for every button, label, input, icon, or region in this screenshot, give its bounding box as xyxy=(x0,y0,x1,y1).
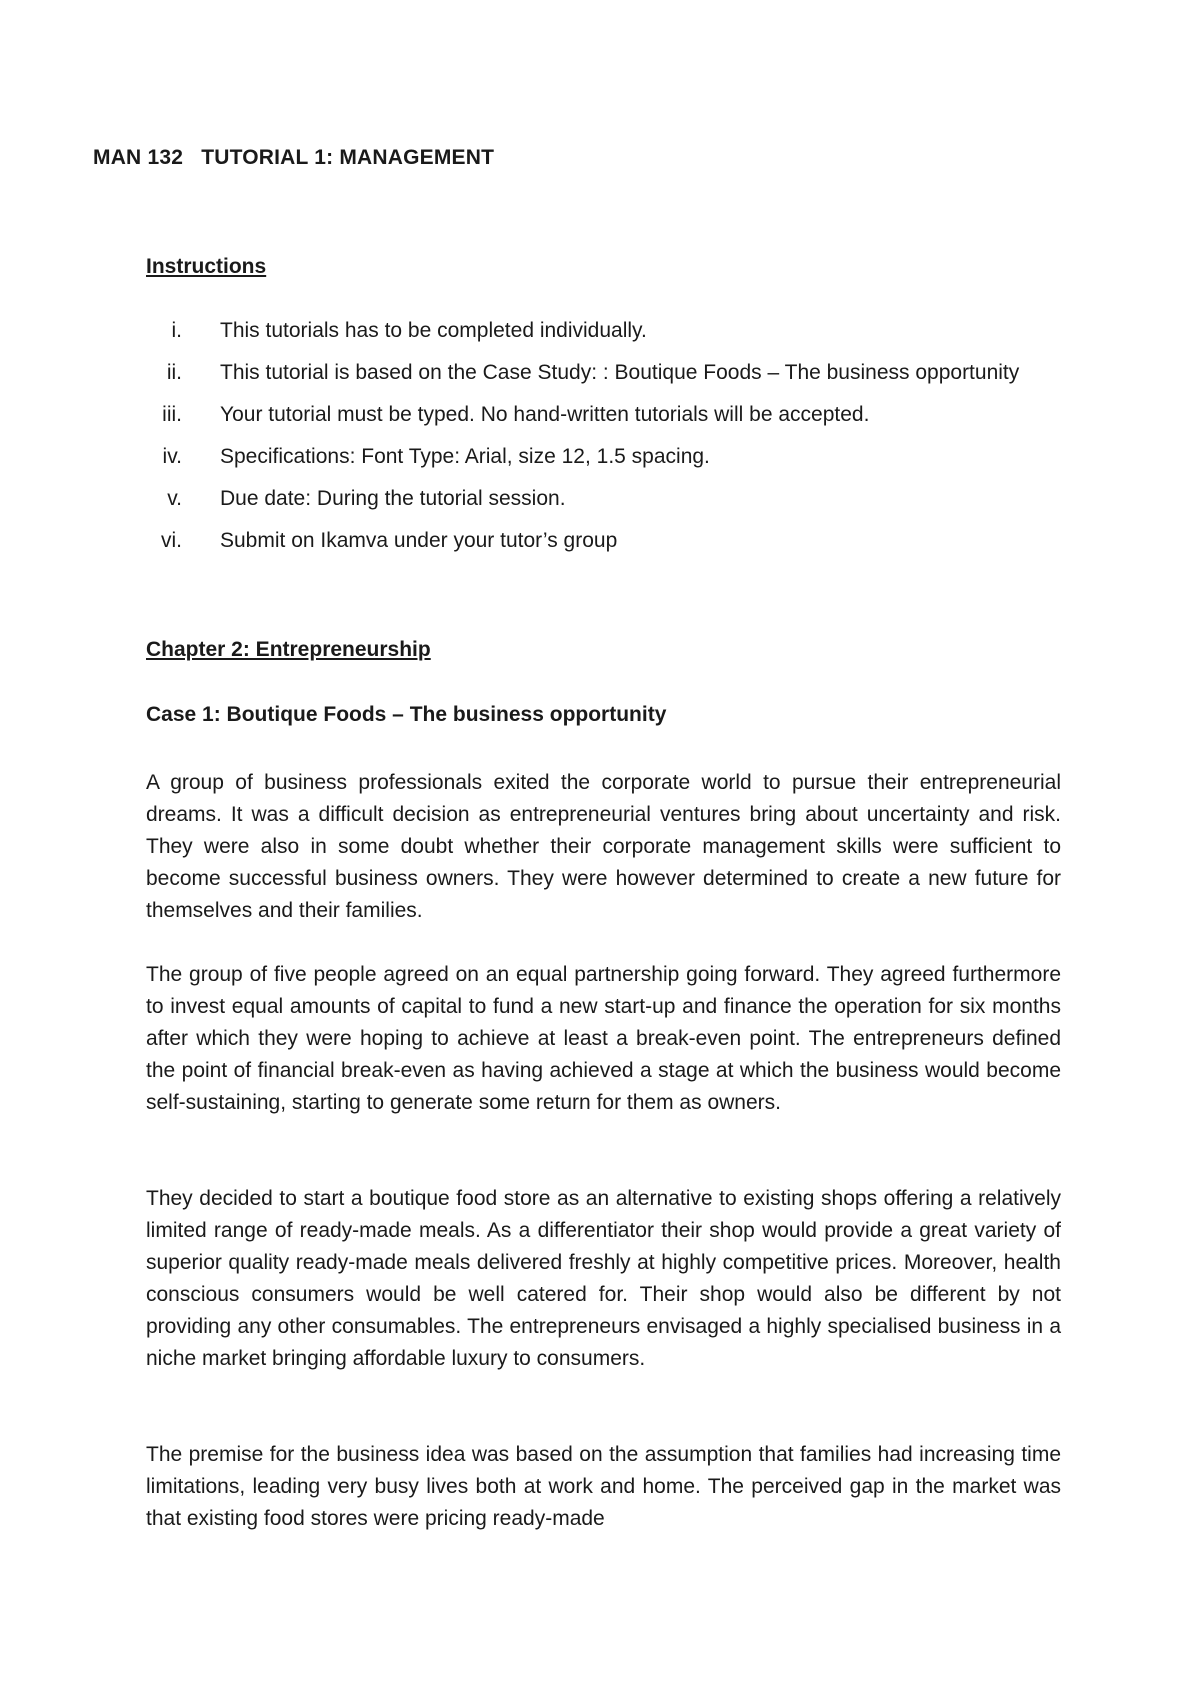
instructions-heading: Instructions xyxy=(146,255,267,278)
instruction-item xyxy=(146,478,1061,520)
instruction-item xyxy=(146,520,1061,562)
instruction-text: This tutorial is based on the Case Study: : Boutique Foods – The business opportunity xyxy=(220,361,1020,384)
instruction-text: Specifications: Font Type: Arial, size 12, 1.5 spacing. xyxy=(220,445,710,468)
case-paragraph: They decided to start a boutique food store as an alternative to existing shops offering a relatively limited range of ready-made meals. As a differentiator their shop would provide a great variety of superior quality ready-made meals delivered freshly at highly competitive prices. Moreover, health conscious consumers would be well catered for. Their shop would also be different by not providing any other consumables. The entrepreneurs envisaged a highly specialised business in a niche market bringing affordable luxury to consumers. xyxy=(146,1187,1061,1370)
instruction-number: iii. xyxy=(162,403,182,426)
instruction-text: Your tutorial must be typed. No hand-written tutorials will be accepted. xyxy=(220,403,870,426)
instruction-text: This tutorials has to be completed individually. xyxy=(220,319,647,342)
instruction-item xyxy=(146,436,1061,478)
case-title: Case 1: Boutique Foods – The business opportunity xyxy=(146,703,667,726)
instruction-number: vi. xyxy=(161,529,182,552)
instruction-item xyxy=(146,310,1061,352)
instruction-number: iv. xyxy=(162,445,182,468)
instruction-item xyxy=(146,394,1061,436)
instruction-number: i. xyxy=(171,319,182,342)
document-title: MAN 132 TUTORIAL 1: MANAGEMENT xyxy=(93,146,495,169)
instruction-text: Due date: During the tutorial session. xyxy=(220,487,566,510)
case-paragraph: The group of five people agreed on an equal partnership going forward. They agreed furthermore to invest equal amounts of capital to fund a new start-up and finance the operation for six months after which they were hoping to achieve at least a break-even point. The entrepreneurs defined the point of financial break-even as having achieved a stage at which the business would become self-sustaining, starting to generate some return for them as owners. xyxy=(146,963,1061,1114)
instructions-list xyxy=(146,310,1061,562)
instruction-text: Submit on Ikamva under your tutor’s group xyxy=(220,529,618,552)
case-paragraph: The premise for the business idea was based on the assumption that families had increasing time limitations, leading very busy lives both at work and home. The perceived gap in the market was that existing food stores were pricing ready-made xyxy=(146,1443,1061,1530)
instruction-number: v. xyxy=(167,487,182,510)
instruction-number: ii. xyxy=(166,361,182,384)
chapter-heading: Chapter 2: Entrepreneurship xyxy=(146,638,431,661)
instruction-item xyxy=(146,352,1061,394)
case-paragraph: A group of business professionals exited the corporate world to pursue their entrepreneurial dreams. It was a difficult decision as entrepreneurial ventures bring about uncertainty and risk. They were also in some doubt whether their corporate management skills were sufficient to become successful business owners. They were however determined to create a new future for themselves and their families. xyxy=(146,771,1061,922)
